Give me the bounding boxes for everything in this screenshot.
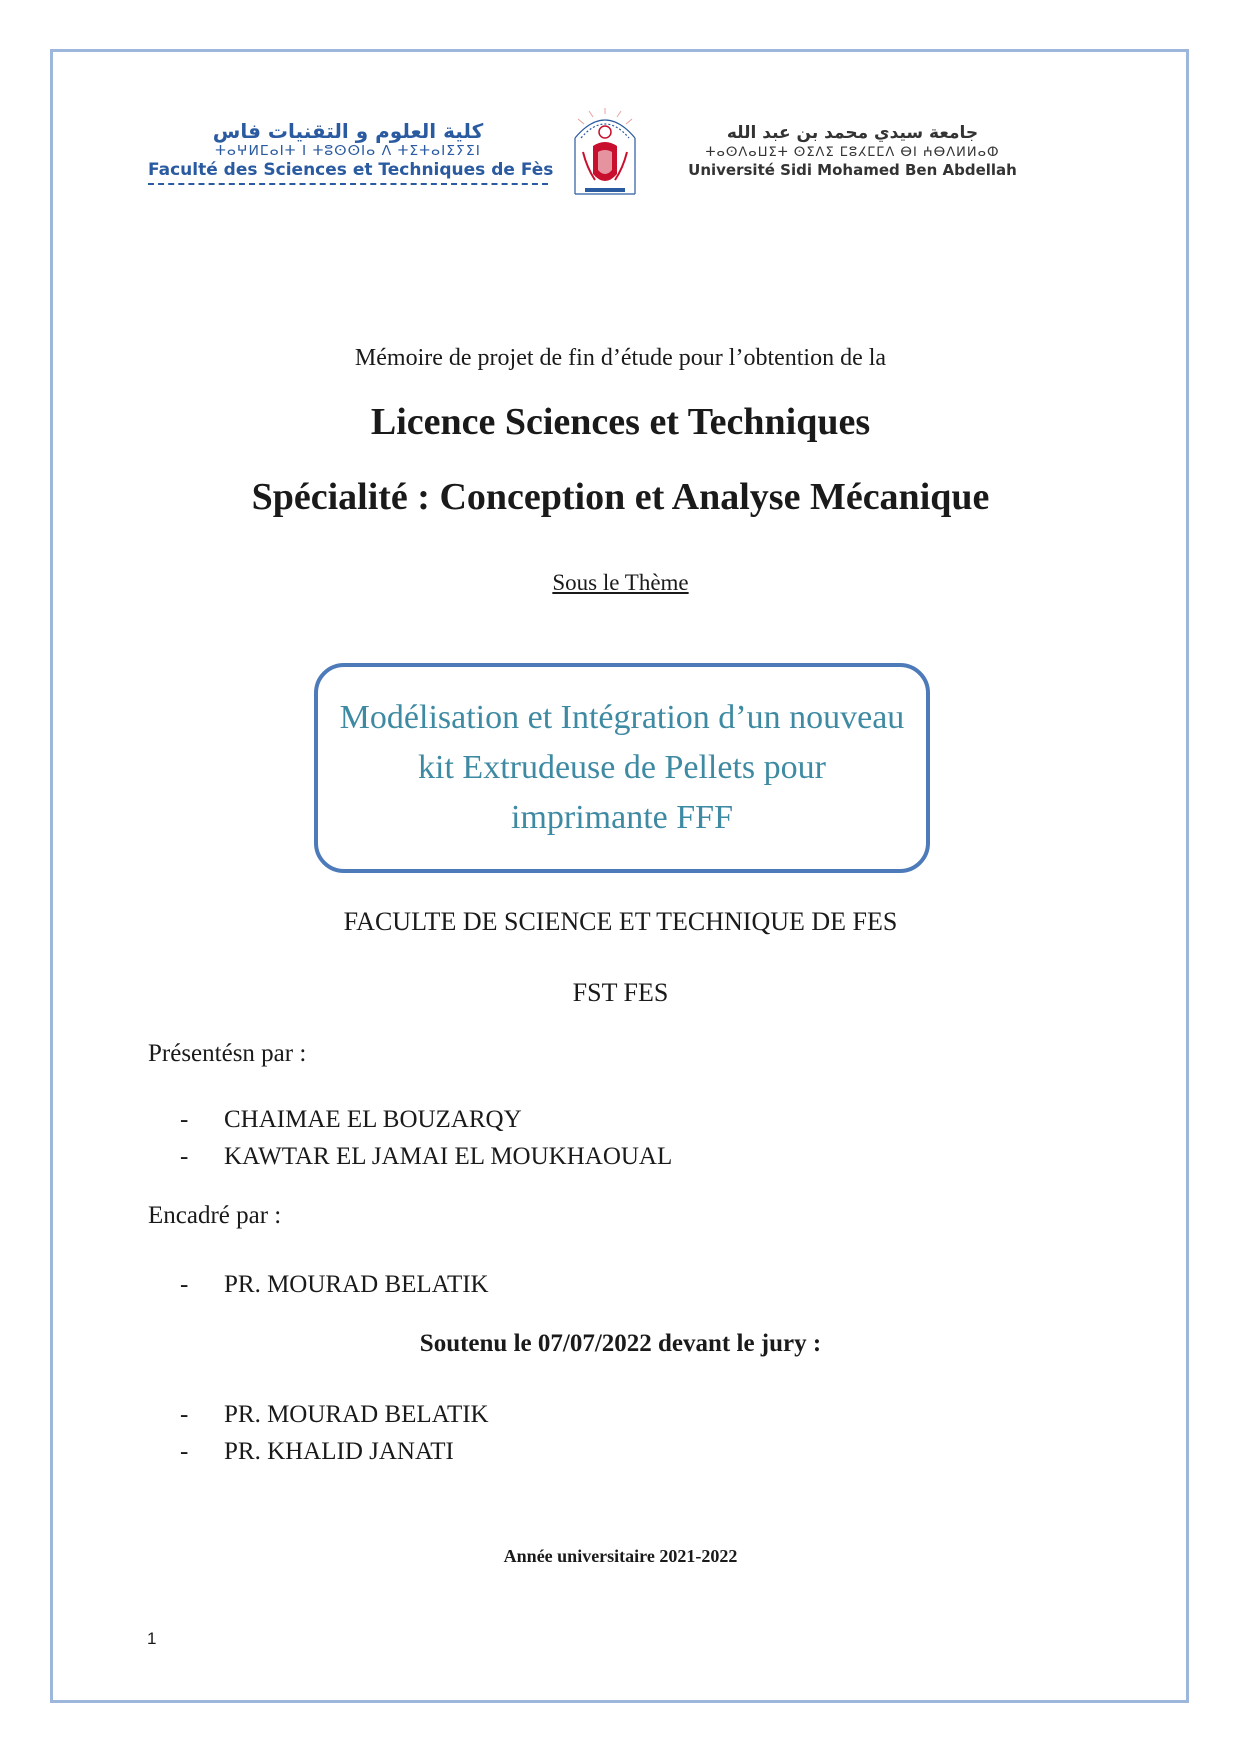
header-logos [140,108,1040,198]
specialty-title: Spécialité : Conception et Analyse Mécanique [251,476,990,518]
intro-text: Mémoire de projet de fin d’étude pour l’obtention de la [354,345,887,371]
faculty-name: FACULTE DE SCIENCE ET TECHNIQUE DE FES [343,907,898,936]
jury-member-name: PR. MOURAD BELATIK [224,1401,489,1428]
jury-list [180,1396,489,1470]
list-item [180,1101,672,1138]
supervised-by-label: Encadré par : [148,1202,282,1229]
university-logo [680,122,1025,180]
theme-label-text: Sous le Thème [552,570,689,595]
university-logo-arabic: جامعة سيدي محمد بن عبد الله [726,123,979,143]
list-marker: - [180,1143,189,1170]
faculty-short-name: FST FES [572,978,669,1007]
university-logo-latin: Université Sidi Mohamed Ben Abdellah [688,161,1017,179]
list-marker: - [180,1271,189,1298]
university-seal-icon [565,108,645,200]
faculty-logo-tifinagh: ⵜⴰⵖⵍⵎⴰⵏⵜ ⵏ ⵜⵓⵙⵙⵏⴰ ⴷ ⵜⵉⵜⴰⵏⵉⵢⵉⵏ [215,143,481,159]
list-marker: - [180,1401,189,1428]
faculty-logo-rule [148,183,548,185]
faculty-logo-arabic: كلية العلوم و التقنيات فاس [212,119,484,143]
list-marker: - [180,1438,189,1465]
page-number: 1 [147,1629,157,1648]
list-item [180,1138,672,1175]
student-name: CHAIMAE EL BOUZARQY [224,1106,522,1133]
academic-year: Année universitaire 2021-2022 [503,1546,738,1566]
list-item [180,1266,489,1303]
supervisors-list [180,1266,489,1303]
list-marker: - [180,1106,189,1133]
supervisor-name: PR. MOURAD BELATIK [224,1271,489,1298]
faculty-logo-latin: Faculté des Sciences et Techniques de Fès [148,160,554,180]
student-name: KAWTAR EL JAMAI EL MOUKHAOUAL [224,1143,673,1170]
jury-member-name: PR. KHALID JANATI [224,1438,454,1465]
list-item [180,1396,489,1433]
degree-title: Licence Sciences et Techniques [370,401,871,443]
defense-statement: Soutenu le 07/07/2022 devant le jury : [419,1330,822,1357]
theme-title: Modélisation et Intégration d’un nouveau kit Extrudeuse de Pellets pour imprimante FFF [339,699,905,836]
students-list [180,1101,672,1175]
university-logo-tifinagh: ⵜⴰⵙⴷⴰⵡⵉⵜ ⵙⵉⴷⵉ ⵎⵓⵃⵎⵎⴷ ⴱⵏ ⵄⴱⴷⵍⵍⴰⵀ [705,145,1000,160]
list-item [180,1433,489,1470]
theme-box [314,663,930,873]
theme-label [0,570,1241,596]
presented-by-label: Présentésn par : [148,1040,307,1067]
faculty-logo [148,119,554,185]
